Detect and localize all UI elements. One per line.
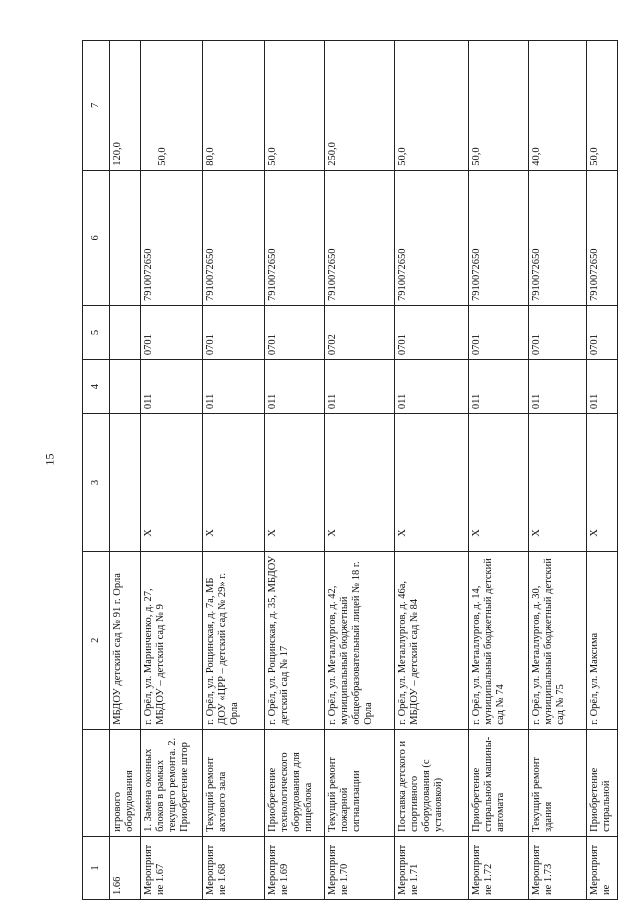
row-name-text: Приобретение стиральной (589, 767, 612, 832)
row-id-text: Мероприятие 1.67 (143, 844, 166, 895)
row-id (325, 836, 395, 899)
row-code-4-text: 011 (531, 393, 542, 410)
row-id-text: Мероприятие (589, 844, 612, 895)
row-address-text: г. Орёл, ул. Металлургов, д. 42, муниципальный бюджетный общеобразовательный лицей № 18 г. Орла (327, 561, 374, 725)
row-amount (395, 41, 469, 171)
row-code-6-text: 7910072650 (143, 248, 154, 301)
row-address-text: г. Орёл, ул. Металлургов, д. 30, муниципальный бюджетный детский сад № 75 (531, 558, 566, 725)
row-name-text: игрового оборудования (112, 770, 135, 832)
row-marker (265, 414, 325, 552)
row-amount (529, 41, 587, 171)
row-name (141, 729, 203, 836)
row-code-5-text: 0701 (143, 334, 154, 356)
row-amount-text: 50,0 (471, 147, 482, 166)
row-name-text: Текущий ремонт здания (531, 757, 554, 832)
row-name-text: Текущий ремонт актового зала (205, 757, 228, 832)
row-address (203, 551, 265, 729)
row-name (587, 729, 618, 836)
row-id (529, 836, 587, 899)
row-code-6 (203, 170, 265, 305)
row-code-6 (325, 170, 395, 305)
row-marker-text: Х (267, 529, 278, 537)
row-marker (395, 414, 469, 552)
row-name (395, 729, 469, 836)
row-name (529, 729, 587, 836)
row-amount (141, 41, 203, 171)
row-code-6-text: 7910072650 (205, 248, 216, 301)
row-id (203, 836, 265, 899)
row-address-text: г. Орёл, ул. Рощинская, д. 7а, МБ ДОУ «ЦРР – детский сад № 29» г. Орла (205, 573, 240, 725)
header-row (83, 41, 110, 900)
row-code-5 (529, 305, 587, 359)
row-marker-text: Х (397, 529, 408, 537)
row-code-6 (265, 170, 325, 305)
row-code-4 (395, 360, 469, 414)
row-address (469, 551, 529, 729)
page-number: 15 (42, 453, 57, 466)
row-marker (469, 414, 529, 552)
header-cell (83, 729, 110, 836)
row-amount (110, 41, 141, 171)
row-marker-text: Х (327, 529, 338, 537)
row-code-4-text: 011 (327, 393, 338, 410)
row-code-6-text: 7910072650 (267, 248, 278, 301)
table-row (529, 41, 587, 900)
row-name (110, 729, 141, 836)
row-amount-second: 50,0 (157, 147, 168, 166)
row-code-6-text: 7910072650 (471, 248, 482, 301)
row-amount-text: 50,0 (267, 147, 278, 166)
row-id (395, 836, 469, 899)
rotated-table-container (82, 40, 612, 900)
row-code-6 (110, 170, 141, 305)
row-marker-text: Х (205, 529, 216, 537)
row-name (325, 729, 395, 836)
row-name-text: Поставка детского и спортивного оборудования (с установкой) (397, 740, 444, 832)
table-row (141, 41, 203, 900)
table-row (110, 41, 141, 900)
row-name (265, 729, 325, 836)
row-name-text: Приобретение технологического оборудования для пищеблока (267, 752, 314, 832)
row-code-5-text: 0701 (531, 334, 542, 356)
row-code-6-text: 7910072650 (589, 248, 600, 301)
header-cell: 2 (83, 551, 110, 729)
row-marker-text: Х (531, 529, 542, 537)
row-code-4-text: 011 (205, 393, 216, 410)
row-code-5-text: 0701 (205, 334, 216, 356)
row-address-text: г. Орёл, ул. Рощинская, д. 35, МБДОУ детский сад № 17 (267, 555, 290, 725)
row-marker (203, 414, 265, 552)
row-id-text: Мероприятие 1.73 (531, 844, 554, 895)
table-row (203, 41, 265, 900)
table-row (469, 41, 529, 900)
row-code-4-text: 011 (589, 393, 600, 410)
row-code-4-text: 011 (471, 393, 482, 410)
row-marker-text: Х (471, 529, 482, 537)
row-code-5-text: 0701 (471, 334, 482, 356)
row-code-6 (395, 170, 469, 305)
row-id-text: Мероприятие 1.68 (205, 844, 228, 895)
row-marker-text: Х (589, 529, 600, 537)
row-code-6 (587, 170, 618, 305)
row-code-4 (265, 360, 325, 414)
row-address-text: г. Орёл, ул. Максима (589, 632, 600, 725)
row-id-text: Мероприятие 1.69 (267, 844, 290, 895)
row-code-6 (529, 170, 587, 305)
table-row (587, 41, 618, 900)
header-cell: 6 (83, 170, 110, 305)
row-code-4 (587, 360, 618, 414)
row-amount (265, 41, 325, 171)
row-code-5 (141, 305, 203, 359)
row-id-text: Мероприятие 1.70 (327, 844, 350, 895)
row-code-4-text: 011 (267, 393, 278, 410)
row-code-5 (110, 305, 141, 359)
row-name-text: 1. Замена оконных блоков в рамках текущего ремонта. 2. Приобретение штор (143, 737, 190, 832)
row-code-5 (265, 305, 325, 359)
row-id-text: Мероприятие 1.71 (397, 844, 420, 895)
row-marker (141, 414, 203, 552)
table-row (325, 41, 395, 900)
row-code-5 (469, 305, 529, 359)
row-amount-text: 80,0 (205, 147, 216, 166)
row-code-6 (141, 170, 203, 305)
row-code-4-text: 011 (143, 393, 154, 410)
row-address (587, 551, 618, 729)
row-code-4 (110, 360, 141, 414)
row-code-5-text: 0701 (267, 334, 278, 356)
row-address-text: г. Орёл, ул. Металлургов, д. 46а, МБДОУ – детский сад № 84 (397, 580, 420, 725)
row-address (265, 551, 325, 729)
row-code-5-text: 0701 (589, 334, 600, 356)
header-cell: 7 (83, 41, 110, 171)
row-marker (325, 414, 395, 552)
row-name-text: Текущий ремонт пожарной сигнализации (327, 757, 362, 832)
row-code-6-text: 7910072650 (327, 248, 338, 301)
header-cell: 3 (83, 414, 110, 552)
row-code-6-text: 7910072650 (531, 248, 542, 301)
row-amount (203, 41, 265, 171)
row-name (469, 729, 529, 836)
row-code-6-text: 7910072650 (397, 248, 408, 301)
header-cell: 4 (83, 360, 110, 414)
row-id (141, 836, 203, 899)
row-address-text: МБДОУ детский сад № 91 г. Орла (112, 573, 123, 725)
row-address (529, 551, 587, 729)
row-id (110, 836, 141, 899)
row-amount (469, 41, 529, 171)
row-code-4 (469, 360, 529, 414)
row-amount-text: 50,0 (397, 147, 408, 166)
row-marker (529, 414, 587, 552)
row-marker-text: Х (143, 529, 154, 537)
row-marker (587, 414, 618, 552)
row-address (110, 551, 141, 729)
row-address (395, 551, 469, 729)
header-cell: 1 (83, 836, 110, 899)
row-address (141, 551, 203, 729)
row-amount (325, 41, 395, 171)
row-name (203, 729, 265, 836)
row-name-text: Приобретение стиральной машины-автомата (471, 736, 506, 832)
row-code-6 (469, 170, 529, 305)
row-code-5 (325, 305, 395, 359)
row-id-text: 1.66 (112, 876, 123, 895)
budget-table (82, 40, 618, 900)
row-code-4 (141, 360, 203, 414)
row-amount-text: 50,0 (589, 147, 600, 166)
row-id (265, 836, 325, 899)
row-code-4 (529, 360, 587, 414)
row-id (469, 836, 529, 899)
row-code-5 (203, 305, 265, 359)
row-code-4-text: 011 (397, 393, 408, 410)
row-amount-text: 40,0 (531, 147, 542, 166)
row-code-5 (587, 305, 618, 359)
table-row (265, 41, 325, 900)
row-amount-text: 120,0 (112, 142, 123, 166)
row-code-4 (203, 360, 265, 414)
header-cell: 5 (83, 305, 110, 359)
row-code-5-text: 0701 (397, 334, 408, 356)
table-row (395, 41, 469, 900)
row-address (325, 551, 395, 729)
row-code-4 (325, 360, 395, 414)
row-amount (587, 41, 618, 171)
row-id-text: Мероприятие 1.72 (471, 844, 494, 895)
row-code-5-text: 0702 (327, 334, 338, 356)
row-address-text: г. Орёл, ул. Маринченко, д. 27, МБДОУ – детский сад № 9 (143, 588, 166, 725)
row-amount-text: 250,0 (327, 142, 338, 166)
row-code-5 (395, 305, 469, 359)
row-address-text: г. Орёл, ул. Металлургов, д. 14, муниципальный бюджетный детский сад № 74 (471, 558, 506, 725)
row-id (587, 836, 618, 899)
row-marker (110, 414, 141, 552)
